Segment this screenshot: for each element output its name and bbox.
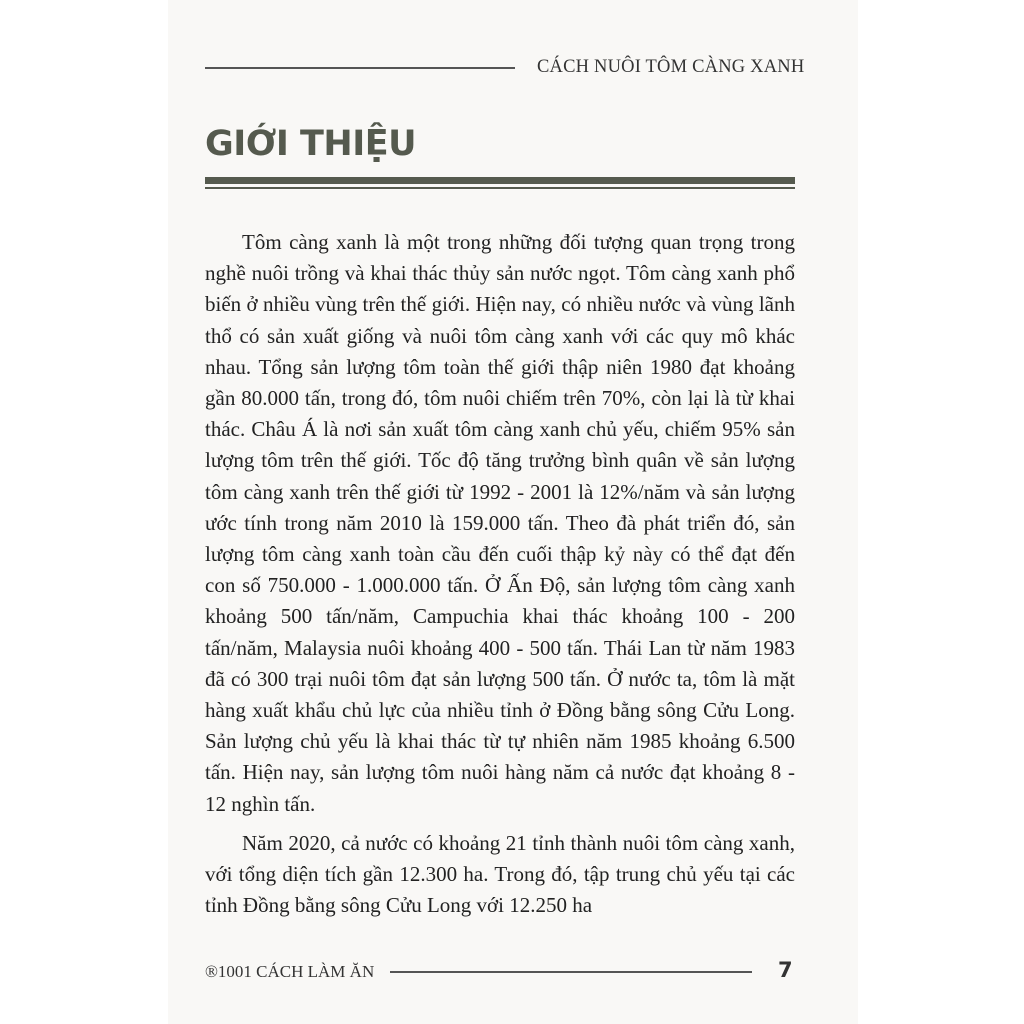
footer-series: ®1001 CÁCH LÀM ĂN: [205, 962, 375, 981]
title-rule-thin: [205, 187, 795, 189]
page-number: 7: [778, 958, 793, 982]
title-rule-thick: [205, 177, 795, 184]
chapter-title: GIỚI THIỆU: [205, 124, 417, 164]
running-title: CÁCH NUÔI TÔM CÀNG XANH: [537, 57, 805, 77]
paragraph-2: Năm 2020, cả nước có khoảng 21 tỉnh thành nuôi tôm càng xanh, với tổng diện tích gần 12.300 ha. Trong đó, tập trung chủ yếu tại các tỉnh Đồng bằng sông Cửu Long với 12.250 ha: [205, 830, 795, 918]
footer-divider: [390, 971, 752, 973]
body-text: [205, 227, 795, 921]
header-divider: [205, 67, 515, 69]
paragraph-1: Tôm càng xanh là một trong những đối tượng quan trọng trong nghề nuôi trồng và khai thác thủy sản nước ngọt. Tôm càng xanh phổ biến ở nhiều vùng trên thế giới. Hiện nay, có nhiều nước và vùng lãnh thổ có sản xuất giống và nuôi tôm càng xanh với các quy mô khác nhau. Tổng sản lượng tôm toàn thế giới thập niên 1980 đạt khoảng gần 80.000 tấn, trong đó, tôm nuôi chiếm trên 70%, còn lại là từ khai thác. Châu Á là nơi sản xuất tôm càng xanh chủ yếu, chiếm 95% sản lượng tôm trên thế giới. Tốc độ tăng trưởng bình quân về sản lượng tôm càng xanh trên thế giới từ 1992 - 2001 là 12%/năm và sản lượng ước tính trong năm 2010 là 159.000 tấn. Theo đà phát triển đó, sản lượng tôm càng xanh toàn cầu đến cuối thập kỷ này có thể đạt đến con số 750.000 - 1.000.000 tấn. Ở Ấn Độ, sản lượng tôm càng xanh khoảng 500 tấn/năm, Campuchia khai thác khoảng 100 - 200 tấn/năm, Malaysia nuôi khoảng 400 - 500 tấn. Thái Lan từ năm 1983 đã có 300 trại nuôi tôm đạt sản lượng 500 tấn. Ở nước ta, tôm là mặt hàng xuất khẩu chủ lực của nhiều tỉnh ở Đồng bằng sông Cửu Long. Sản lượng chủ yếu là khai thác từ tự nhiên năm 1985 khoảng 6.500 tấn. Hiện nay, sản lượng tôm nuôi hàng năm cả nước đạt khoảng 8 - 12 nghìn tấn.: [205, 230, 795, 816]
